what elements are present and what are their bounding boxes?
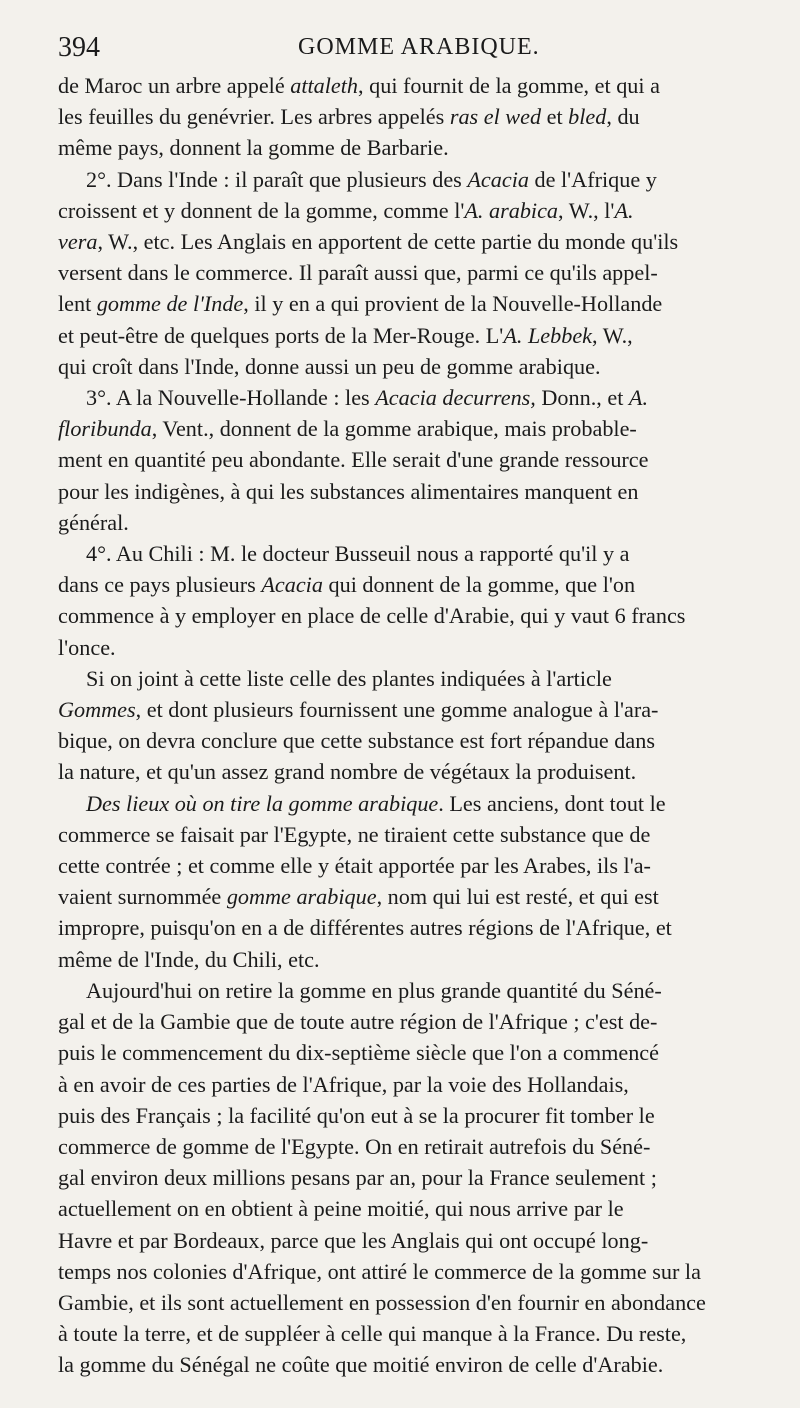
text-line [58, 101, 770, 132]
text-run: , qui fournit de la gomme, et qui a [358, 73, 660, 98]
text-line [58, 912, 770, 943]
text-line [58, 1162, 770, 1193]
text-run: commerce se faisait par l'Egypte, ne tiraient cette substance que de [58, 821, 651, 847]
text-line [58, 600, 770, 631]
text-run: même pays, donnent la gomme de Barbarie. [58, 135, 449, 161]
text-line [58, 164, 770, 195]
italic-term: A. arabica [464, 197, 559, 223]
text-line [58, 382, 770, 413]
text-run: croissent et y donnent de la gomme, comme l' [58, 197, 465, 223]
text-line [58, 1318, 770, 1349]
text-run: , W., [592, 322, 633, 348]
text-run: à en avoir de ces parties de l'Afrique, par la voie des Hollandais, [58, 1071, 629, 1097]
italic-term: attaleth [290, 73, 359, 98]
text-run: 3°. A la Nouvelle-Hollande : les [86, 385, 376, 411]
text-run: puis des Français ; la facilité qu'on eut à se la procurer fit tomber le [58, 1102, 655, 1128]
text-line [58, 1006, 770, 1037]
text-line [58, 320, 770, 351]
text-run: qui donnent de la gomme, que l'on [322, 572, 636, 598]
text-line [58, 881, 770, 912]
text-run: 4°. Au Chili : M. le docteur Busseuil nous a rapporté qu'il y a [86, 541, 630, 567]
italic-term: ras el wed [449, 104, 542, 130]
text-line [58, 850, 770, 881]
text-line [58, 507, 770, 538]
text-line [58, 538, 770, 569]
text-run: puis le commencement du dix-septième siècle que l'on a commencé [58, 1040, 660, 1066]
text-run: la gomme du Sénégal ne coûte que moitié environ de celle d'Arabie. [58, 1352, 664, 1378]
text-line [58, 1131, 770, 1162]
text-line [58, 1100, 770, 1131]
text-line [58, 1193, 770, 1224]
text-run: pour les indigènes, à qui les substances alimentaires manquent en [58, 478, 639, 504]
text-line [58, 756, 770, 787]
text-line [58, 413, 770, 444]
italic-term: gomme de l'Inde [96, 291, 244, 317]
text-run: de l'Afrique y [528, 166, 657, 192]
italic-term: Acacia [261, 572, 323, 598]
text-run: , et dont plusieurs fournissent une gomme analogue à l'ara- [135, 697, 659, 723]
text-run: et peut-être de quelques ports de la Mer-Rouge. L' [58, 322, 504, 348]
italic-term: Acacia [467, 166, 529, 192]
text-line [58, 132, 770, 163]
text-line [58, 226, 770, 257]
text-line [58, 288, 770, 319]
text-line [58, 788, 770, 819]
page-number: 394 [58, 32, 100, 63]
text-run: . Les anciens, dont tout le [438, 790, 666, 816]
text-run: de Maroc un arbre appelé [58, 73, 291, 98]
text-line [58, 663, 770, 694]
text-run: , W., l' [558, 197, 615, 223]
text-line [58, 632, 770, 663]
text-run: ment en quantité peu abondante. Elle serait d'une grande ressource [58, 447, 649, 473]
text-line [58, 1349, 770, 1380]
text-line [58, 70, 770, 101]
italic-term: floribunda [58, 416, 152, 442]
text-line [58, 1037, 770, 1068]
text-run: même de l'Inde, du Chili, etc. [58, 946, 320, 972]
text-line [58, 1225, 770, 1256]
text-line [58, 444, 770, 475]
text-line [58, 1256, 770, 1287]
italic-term: Gommes [58, 697, 136, 723]
text-run: versent dans le commerce. Il paraît aussi que, parmi ce qu'ils appel- [58, 260, 658, 286]
italic-term: gomme arabique [226, 884, 377, 910]
italic-term: Des lieux où on tire la gomme arabique [86, 790, 439, 816]
body-text [58, 70, 770, 1381]
text-run: à toute la terre, et de suppléer à celle qui manque à la France. Du reste, [58, 1321, 687, 1347]
italic-term: A. Lebbek [503, 322, 593, 348]
text-line [58, 476, 770, 507]
italic-term: A. [614, 197, 634, 223]
text-run: commence à y employer en place de celle d'Arabie, qui y vaut 6 francs [58, 603, 686, 629]
text-run: qui croît dans l'Inde, donne aussi un peu de gomme arabique. [58, 353, 601, 379]
text-run: les feuilles du genévrier. Les arbres appelés [58, 104, 450, 130]
text-run: et [541, 104, 569, 130]
text-run: bique, on devra conclure que cette substance est fort répandue dans [58, 728, 655, 754]
text-line [58, 195, 770, 226]
text-run: lent [58, 291, 97, 317]
italic-term: vera [58, 229, 98, 255]
running-title: GOMME ARABIQUE. [298, 34, 540, 60]
text-run: vaient surnommée [58, 884, 227, 910]
text-run: , du [606, 104, 640, 130]
text-run: Donn., et [535, 385, 629, 411]
text-run: la nature, et qu'un assez grand nombre de végétaux la produisent. [58, 759, 637, 785]
text-run: cette contrée ; et comme elle y était apportée par les Arabes, ils l'a- [58, 853, 651, 879]
text-run: l'once. [58, 634, 116, 660]
text-run: Aujourd'hui on retire la gomme en plus grande quantité du Séné- [86, 977, 662, 1003]
text-run: dans ce pays plusieurs [58, 572, 262, 598]
italic-term: bled [568, 104, 607, 130]
text-line [58, 944, 770, 975]
text-line [58, 351, 770, 382]
text-run: , W., etc. Les Anglais en apportent de cette partie du monde qu'ils [97, 229, 679, 255]
text-line [58, 1287, 770, 1318]
italic-term: Acacia decurrens, [375, 385, 536, 411]
text-run: , Vent., donnent de la gomme arabique, mais probable- [151, 416, 637, 442]
text-line [58, 569, 770, 600]
italic-term: A. [628, 385, 649, 411]
text-line [58, 257, 770, 288]
text-line [58, 1069, 770, 1100]
text-run: gal et de la Gambie que de toute autre région de l'Afrique ; c'est de- [58, 1009, 658, 1035]
text-run: , nom qui lui est resté, et qui est [376, 884, 659, 910]
text-line [58, 694, 770, 725]
text-run: Si on joint à cette liste celle des plantes indiquées à l'article [86, 665, 612, 691]
text-run: Gambie, et ils sont actuellement en possession d'en fournir en abondance [58, 1289, 706, 1315]
text-line [58, 819, 770, 850]
text-run: , il y en a qui provient de la Nouvelle-Hollande [243, 291, 663, 317]
text-line [58, 975, 770, 1006]
text-run: 2°. Dans l'Inde : il paraît que plusieurs des [86, 166, 468, 192]
text-run: gal environ deux millions pesans par an, pour la France seulement ; [58, 1165, 657, 1191]
text-run: impropre, puisqu'on en a de différentes autres régions de l'Afrique, et [58, 915, 672, 941]
page-header [58, 26, 768, 70]
text-run: général. [58, 509, 129, 535]
text-run: Havre et par Bordeaux, parce que les Anglais qui ont occupé long- [58, 1227, 649, 1253]
text-run: temps nos colonies d'Afrique, ont attiré le commerce de la gomme sur la [58, 1258, 701, 1284]
text-run: commerce de gomme de l'Egypte. On en retirait autrefois du Séné- [58, 1133, 651, 1159]
text-run: actuellement on en obtient à peine moitié, qui nous arrive par le [58, 1196, 624, 1222]
text-line [58, 725, 770, 756]
